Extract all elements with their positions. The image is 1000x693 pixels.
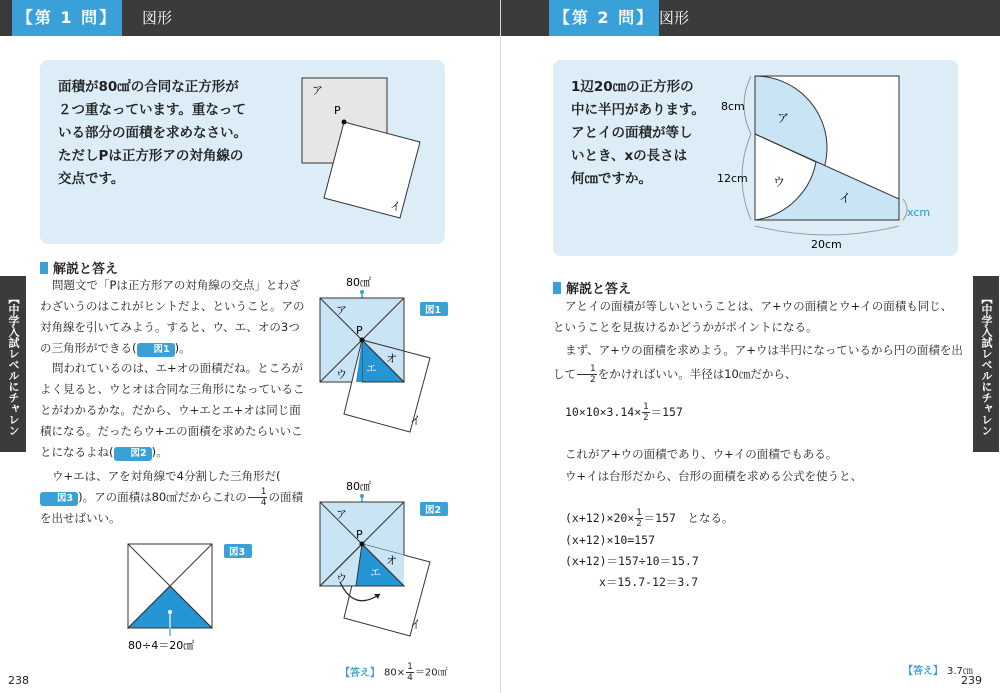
fig3-caption: 80÷4＝20㎠ [128,639,195,652]
dim-x: xcm [907,206,931,219]
equation-3: (x+12)×10=157 [565,533,656,547]
svg-text:ア: ア [777,111,790,125]
fig-ref-1: 図1 [137,343,175,357]
figure-2 [310,478,460,658]
section-title: 解説と答え [553,278,631,297]
fig1-label: 図1 [425,305,442,316]
explanation-para-4: ウ+イは台形だから、台形の面積を求める公式を使うと、 [565,469,863,483]
side-tab: 【中学入試レベルにチャレンジ！】 [973,276,999,452]
figure-1 [310,272,460,452]
problem-text: 面積が80㎠の合同な正方形が ２つ重なっています。重なって いる部分の面積を求めなさい。 ただしPは正方形アの対角線の 交点です。 [58,79,247,187]
page-number: 238 [8,674,29,687]
svg-text:P: P [356,528,363,541]
fig-ref-3: 図3 [40,492,78,506]
svg-text:オ: オ [386,352,397,365]
dim-8: 8cm [721,100,745,113]
label-a: ア [312,84,323,97]
svg-text:ウ: ウ [773,175,786,189]
section-title: 解説と答え [40,258,118,277]
svg-text:80㎠: 80㎠ [346,480,371,493]
fig-ref-2: 図2 [114,447,152,461]
fig3-label: 図3 [229,547,246,558]
explanation-para-2: 問われているのは、エ+オの面積だね。ところがよく見ると、ウとオは合同な三角形になっていることがわかるかな。だから、ウ+エとエ+オは同じ面積になる。だったらウ+エの面積を求めたらいいことになるよね( 図2 )。 [40,361,305,459]
equation-5: x＝15.7-12＝3.7 [599,575,699,589]
svg-text:P: P [356,324,363,337]
explanation-para-3: これがア+ウの面積であり、ウ+イの面積でもある。 [565,447,838,461]
svg-text:イ: イ [839,191,852,205]
right-page [500,0,1000,693]
svg-text:エ: エ [370,566,381,579]
explanation-para-2: まず、ア+ウの面積を求めよう。ア+ウは半円になっているから円の面積を出して $\frac{1}{2}$ をかければいい。半径は10㎝だから、 [553,343,963,385]
answer: 【答え】 80× $\frac{1}{4}$ ＝20㎠ [340,662,448,683]
problem-figure [290,70,440,235]
label-p: P [334,104,341,117]
problem-figure [717,68,957,253]
header-title: 図形 [659,9,690,27]
problem-text: 1辺20㎝の正方形の 中に半円があります。 アとイの面積が等し いとき、xの長さは 何㎝ですか。 [571,79,705,187]
problem-number: 【第 1 問】 [12,0,122,36]
equation-2: (x+12)×20× $\frac{1}{2}$ ＝157 となる。 [565,508,734,529]
svg-text:80㎠: 80㎠ [346,276,371,289]
answer: 【答え】 3.7㎝ [903,666,973,677]
svg-text:ア: ア [336,508,347,521]
label-i: イ [390,200,401,213]
svg-text:イ: イ [410,414,421,427]
problem-box [553,60,958,256]
side-tab: 【中学入試レベルにチャレン [0,276,26,452]
dim-12: 12cm [717,172,748,185]
explanation-para-1: 問題文で「Pは正方形アの対角線の交点」とわざわざいうのはこれがヒントだよ、ということ。アの対角線を引いてみよう。すると、ウ、エ、オの3つの三角形ができる( 図1 )。 [40,278,305,355]
header-title: 図形 [142,9,173,27]
header-bar [0,0,500,36]
svg-text:ウ: ウ [336,572,347,585]
svg-text:ア: ア [336,304,347,317]
equation-1: 10×10×3.14× $\frac{1}{2}$ ＝157 [565,402,683,423]
fig2-label: 図2 [425,505,442,516]
explanation-para-3: ウ+エは、アを対角線で4分割した三角形だ(図3 )。アの面積は80㎠だからこれの $\frac{1}{4}$ の面積を出せばいい。 [40,469,303,525]
problem-box [40,60,445,244]
figure-3 [120,540,270,655]
header-bar [501,0,1000,36]
svg-text:イ: イ [410,618,421,631]
problem-number: 【第 2 問】 [549,0,659,36]
page-number: 239 [961,674,982,687]
explanation-para-1: アとイの面積が等しいということは、ア+ウの面積とウ+イの面積も同じ、ということを見抜けるかどうかがポイントになる。 [553,299,953,334]
svg-text:オ: オ [386,554,397,567]
svg-text:ウ: ウ [336,368,347,381]
dim-20: 20cm [811,238,842,251]
svg-text:エ: エ [366,362,377,375]
equation-4: (x+12)＝157÷10＝15.7 [565,554,699,568]
